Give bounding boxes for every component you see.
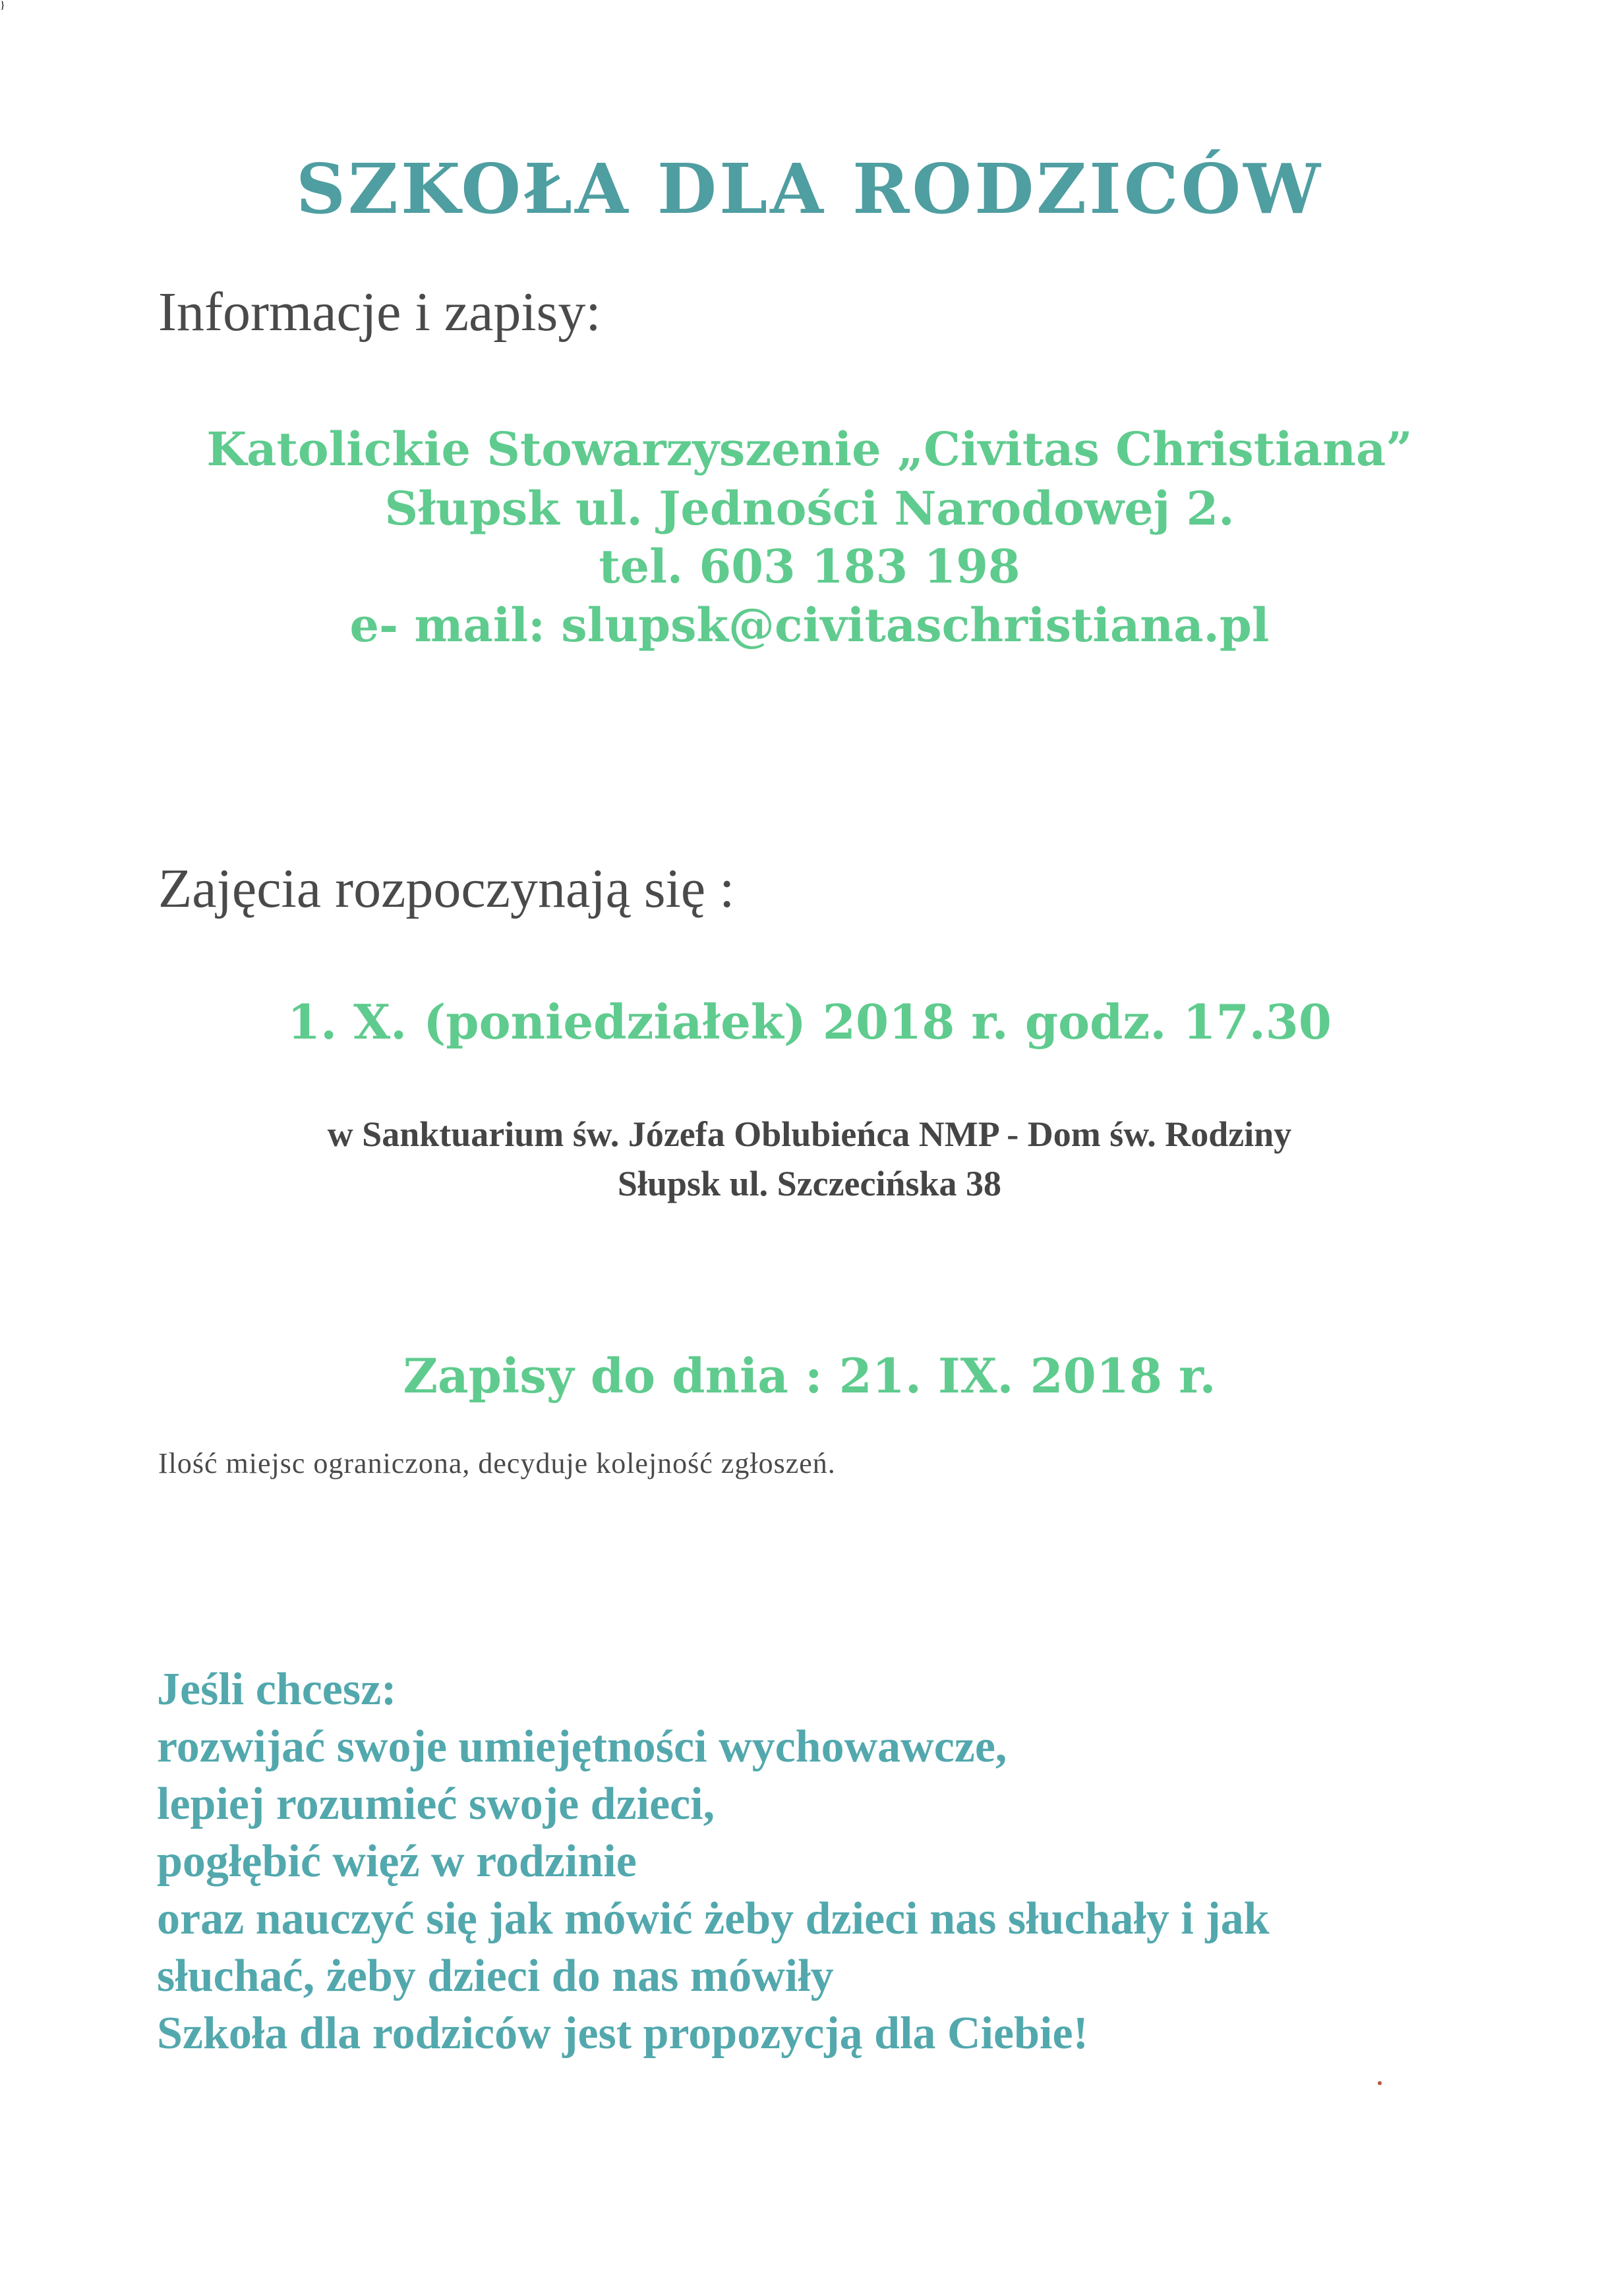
closing-line: rozwijać swoje umiejętności wychowawcze,: [157, 1721, 1007, 1772]
scan-speck: [1378, 2081, 1382, 2085]
closing-line: lepiej rozumieć swoje dzieci,: [157, 1779, 715, 1829]
flyer-title: SZKOŁA DLA RODZICÓW: [295, 148, 1324, 229]
venue-block: w Sanktuarium św. Józefa Oblubieńca NMP - Dom św. Rodziny Słupsk ul. Szczecińska 38 }: [0, 0, 1619, 12]
contact-address: Słupsk ul. Jedności Narodowej 2.: [384, 481, 1235, 536]
contact-phone: tel. 603 183 198: [599, 539, 1020, 594]
closing-message: [157, 1661, 1270, 2062]
venue-line-1: w Sanktuarium św. Józefa Oblubieńca NMP - Dom św. Rodziny: [327, 1114, 1292, 1154]
closing-line: pogłębić więź w rodzinie: [157, 1836, 637, 1887]
contact-organization: Katolickie Stowarzyszenie „Civitas Christiana”: [206, 422, 1413, 476]
contact-email: e- mail: slupsk@civitaschristiana.pl: [349, 598, 1270, 652]
limited-places-note: Ilość miejsc ograniczona, decyduje kolejność zgłoszeń.: [158, 1447, 836, 1479]
venue-line-2: Słupsk ul. Szczecińska 38: [617, 1164, 1002, 1203]
info-heading: Informacje i zapisy:: [158, 281, 601, 343]
start-datetime: 1. X. (poniedziałek) 2018 r. godz. 17.30: [287, 994, 1332, 1050]
closing-line: oraz nauczyć się jak mówić żeby dzieci nas słuchały i jak: [157, 1893, 1270, 1944]
closing-line: Szkoła dla rodziców jest propozycją dla Ciebie!: [157, 2008, 1088, 2059]
closing-line: słuchać, żeby dzieci do nas mówiły: [157, 1951, 834, 2001]
closing-line: Jeśli chcesz:: [157, 1664, 397, 1715]
start-heading: Zajęcia rozpoczynają się :: [158, 858, 735, 919]
registration-deadline: Zapisy do dnia : 21. IX. 2018 r.: [403, 1348, 1216, 1404]
